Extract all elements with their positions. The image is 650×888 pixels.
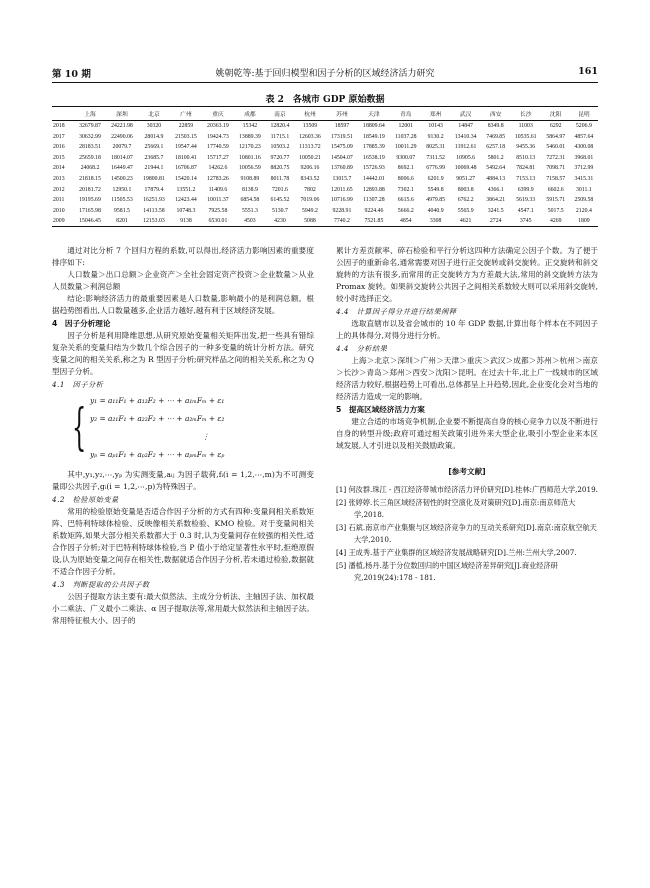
gdp-value-cell: 5206.9 xyxy=(575,123,592,130)
gdp-value-cell: 7302.1 xyxy=(397,186,414,193)
gdp-value-cell: 13760.89 xyxy=(331,165,353,172)
gdp-value-cell: 3968.01 xyxy=(574,154,594,161)
gdp-value-cell: 7272.31 xyxy=(546,154,566,161)
year-column-header xyxy=(52,107,74,121)
year-cell: 2012 xyxy=(53,186,65,193)
city-column-header: 成都 xyxy=(234,107,266,121)
gdp-value-cell: 13889.39 xyxy=(239,133,261,140)
gdp-value-cell: 8343.52 xyxy=(300,176,320,182)
city-column-header: 广州 xyxy=(170,107,202,121)
city-column-header: 南京 xyxy=(266,107,294,121)
gdp-value-cell: 6201.9 xyxy=(427,176,444,182)
gdp-value-cell: 8138.9 xyxy=(241,186,258,193)
gdp-value-cell: 2509.58 xyxy=(574,197,594,204)
gdp-value-cell: 5460.01 xyxy=(546,144,566,151)
paragraph: 建立合适的市场竞争机制,企业要不断提高自身的核心竞争力以及不断进行自身的转型升级;政府可通过相关政策引进外来大型企业,吸引小型企业来本区域发展,人才引进以及相关鼓励政策。 xyxy=(336,417,598,450)
city-column-header: 重庆 xyxy=(202,107,234,121)
table-row xyxy=(52,216,598,227)
gdp-value-cell: 30632.99 xyxy=(79,133,101,140)
gdp-value-cell: 4300.08 xyxy=(574,144,594,151)
gdp-value-cell: 8692.1 xyxy=(397,165,414,172)
gdp-value-cell: 21944.1 xyxy=(144,165,164,172)
gdp-value-cell: 17319.51 xyxy=(331,133,353,140)
section-heading: 5 提高区域经济活力方案 xyxy=(336,405,425,414)
subsection-heading: 4.4 计算因子得分并进行结果阐释 xyxy=(336,307,457,316)
gdp-value-cell: 9228.91 xyxy=(332,207,352,214)
gdp-value-cell: 4503 xyxy=(234,216,266,227)
gdp-value-cell: 22859 xyxy=(178,123,194,130)
city-column-header: 杭州 xyxy=(294,107,326,121)
references-list xyxy=(336,484,598,584)
gdp-value-cell: 7925.58 xyxy=(208,207,228,214)
city-column-header: 西安 xyxy=(482,107,510,121)
paragraph: 累计方差贡献率、碎石检验和平行分析这四种方法确定公因子个数。为了便于公因子的重新命名,通常需要对因子进行正交旋转或斜交旋转。正交旋转和斜交旋转的方法有很多,而常用的正交旋转方为方差最大法,常用的斜交旋转方法为 Promax 旋转。如果斜交旋转公共因子之间相关系数较大则可以采用斜交旋转,较小时选择正交。 xyxy=(336,246,598,303)
subsection-heading: 4.2 检验原始变量 xyxy=(52,495,119,504)
gdp-value-cell: 8011.78 xyxy=(270,176,290,182)
gdp-value-cell: 13509 xyxy=(302,123,318,130)
city-column-header: 武汉 xyxy=(450,107,482,121)
gdp-value-cell: 15717.27 xyxy=(207,154,229,161)
gdp-value-cell: 6615.6 xyxy=(397,197,414,204)
gdp-value-cell: 7824.81 xyxy=(516,165,536,172)
gdp-value-cell: 7201.6 xyxy=(271,186,288,193)
references-title: [参考文献] xyxy=(448,467,486,476)
gdp-value-cell: 12893.88 xyxy=(363,186,385,193)
gdp-value-cell: 10011.29 xyxy=(395,144,417,151)
paragraph: 结论:影响经济活力的最重要因素是人口数量,影响最小的是利润总额。根据趋势图看出,人口数量越多,企业活力越好,越有利于区域经济发展。 xyxy=(52,294,314,315)
gdp-value-cell: 6602.6 xyxy=(547,186,564,193)
gdp-value-cell: 14262.6 xyxy=(208,165,228,172)
gdp-value-cell: 16449.47 xyxy=(111,165,133,172)
gdp-value-cell: 25659.18 xyxy=(79,154,101,161)
gdp-value-cell: 5949.2 xyxy=(301,207,318,214)
year-cell: 2009 xyxy=(52,216,74,227)
gdp-value-cell: 18809.64 xyxy=(363,123,385,130)
gdp-value-cell: 13410.34 xyxy=(454,133,477,140)
gdp-value-cell: 28014.9 xyxy=(144,133,164,140)
gdp-value-cell: 5551.3 xyxy=(241,207,258,214)
gdp-value-cell: 11715.1 xyxy=(270,133,290,140)
year-cell: 2013 xyxy=(53,176,65,182)
gdp-value-cell: 17740.59 xyxy=(207,144,229,151)
gdp-value-cell: 4884.13 xyxy=(486,176,506,182)
gdp-value-cell: 21503.15 xyxy=(175,133,197,140)
issue-number: 第 10 期 xyxy=(52,69,91,80)
gdp-value-cell: 10535.61 xyxy=(514,133,537,140)
gdp-value-cell: 3712.99 xyxy=(574,165,594,172)
gdp-value-cell: 4621 xyxy=(450,216,482,227)
gdp-value-cell: 6292 xyxy=(549,123,562,130)
gdp-value-cell: 7469.85 xyxy=(486,133,506,140)
gdp-value-cell: 5565.9 xyxy=(457,207,474,214)
gdp-value-cell: 16706.87 xyxy=(175,165,197,172)
gdp-value-cell: 9130.2 xyxy=(427,133,444,140)
gdp-value-cell: 5549.8 xyxy=(427,186,444,193)
gdp-value-cell: 3011.1 xyxy=(576,186,592,193)
gdp-value-cell: 9720.77 xyxy=(270,154,290,161)
paragraph: 选取直辖市以及省会城市的 10 年 GDP 数据,计算出每个样本在不同因子上的具体得分,对得分进行分析。 xyxy=(336,319,598,340)
gdp-value-cell: 7740.2 xyxy=(326,216,358,227)
reference-item: [4] 王成秀.基于产业集群的区域经济发展战略研究[D].兰州:兰州大学,2007. xyxy=(336,548,577,557)
gdp-value-cell: 17879.4 xyxy=(144,186,164,193)
gdp-value-cell: 6399.9 xyxy=(517,186,534,193)
gdp-value-cell: 6854.58 xyxy=(240,197,260,204)
gdp-value-cell: 8510.13 xyxy=(516,154,536,161)
gdp-value-cell: 10056.59 xyxy=(239,165,261,172)
gdp-value-cell: 3745 xyxy=(510,216,542,227)
gdp-value-cell: 12950.1 xyxy=(112,186,132,193)
gdp-value-cell: 5801.2 xyxy=(487,154,504,161)
gdp-value-cell: 12423.44 xyxy=(175,197,197,204)
city-column-header: 沈阳 xyxy=(542,107,570,121)
gdp-value-cell: 21818.15 xyxy=(79,176,101,182)
city-column-header: 郑州 xyxy=(422,107,450,121)
gdp-value-cell: 24068.2 xyxy=(80,165,100,172)
table-body xyxy=(52,121,598,227)
gdp-value-cell: 5017.5 xyxy=(547,207,564,214)
gdp-value-cell: 20363.19 xyxy=(207,123,229,130)
gdp-value-cell: 2724 xyxy=(482,216,510,227)
gdp-value-cell: 14500.23 xyxy=(111,176,133,182)
reference-item: [5] 潘植,杨丹.基于分位数回归的中国区域经济差异研究[J].商业经济研究,2019(24):178 - 181. xyxy=(336,561,558,582)
paragraph: 常用的检验原始变量是否适合作因子分析的方式有四种:变量间相关系数矩阵、巴特利特球体检验、反映像相关系数检验、KMO 检验。对于变量间相关系数矩阵,如果大部分相关系数都大于 0.3 时,认为变量间存在较强的相关性,适合作因子分析;对于巴特利特球体检验,当 P 值小于给定显著性水平时,拒绝原假设,认为原始变量之间存在相关性,数据就适合作因子分析,若未通过检验,数据就不适合作因子分析。 xyxy=(52,507,314,576)
gdp-value-cell: 12783.26 xyxy=(207,176,229,182)
gdp-value-cell: 9581.5 xyxy=(114,207,130,214)
city-column-header: 青岛 xyxy=(390,107,422,121)
gdp-value-cell: 17885.39 xyxy=(363,144,385,151)
gdp-value-cell: 11313.72 xyxy=(299,144,321,151)
table-row xyxy=(52,205,598,216)
gdp-value-cell: 8820.75 xyxy=(270,165,290,172)
year-cell: 2010 xyxy=(53,207,65,214)
year-cell: 2014 xyxy=(53,165,65,172)
gdp-value-cell: 17165.98 xyxy=(79,207,101,214)
paragraph: 其中,y₁,y₂,⋯,yₚ 为实测变量,aᵢⱼ 为因子载荷,fᵢ(i = 1,2,⋯,m)为不可测变量即公共因子,gᵢ(i = 1,2,⋯,p)为特殊因子。 xyxy=(52,470,314,491)
gdp-value-cell: 5915.71 xyxy=(546,197,566,204)
gdp-value-cell: 10011.37 xyxy=(207,197,229,204)
gdp-value-cell: 14504.07 xyxy=(331,154,353,161)
gdp-value-cell: 18597 xyxy=(334,123,350,130)
gdp-value-cell: 10503.2 xyxy=(270,144,290,151)
city-column-header: 苏州 xyxy=(326,107,358,121)
gdp-value-cell: 12153.03 xyxy=(138,216,170,227)
city-column-header: 北京 xyxy=(138,107,170,121)
year-cell: 2011 xyxy=(53,197,65,204)
paragraph: 上海＞北京＞深圳＞广州＞天津＞重庆＞武汉＞成都＞苏州＞杭州＞南京＞长沙＞青岛＞郑州＞西安＞沈阳＞昆明。在过去十年,北上广一线城市的区域经济活力较好,根据趋势上可看出,总体都呈上升趋势,因此,企业变化会对当地的经济活力造成一定的影响。 xyxy=(336,356,598,401)
gdp-value-cell: 10748.3 xyxy=(176,207,196,214)
paragraph: 通过对比分析 7 个回归方程的系数,可以得出,经济活力影响因素的重要度排序如下: xyxy=(52,246,314,267)
city-column-header: 深圳 xyxy=(106,107,138,121)
gdp-value-cell: 6530.01 xyxy=(202,216,234,227)
table-row xyxy=(52,142,598,153)
paragraph: 因子分析是利用降维思想,从研究原始变量相关矩阵出发,把一些具有错综复杂关系的变量归结为少数几个综合因子的一种多变量的统计分析方法。研究变量之间的相关关系,称之为 R 型因子分析;研究样品之间的相关关系,称之为 Q 型因子分析。 xyxy=(52,331,314,376)
gdp-value-cell: 30320 xyxy=(146,123,162,130)
gdp-value-cell: 9224.46 xyxy=(364,207,384,214)
gdp-value-cell: 7521.85 xyxy=(358,216,390,227)
gdp-value-cell: 7153.13 xyxy=(516,176,536,182)
gdp-value-cell: 16538.19 xyxy=(363,154,385,161)
gdp-value-cell: 22490.06 xyxy=(111,133,133,140)
gdp-value-cell: 6762.2 xyxy=(457,197,474,204)
gdp-value-cell: 32679.87 xyxy=(79,123,101,130)
gdp-value-cell: 16251.93 xyxy=(143,197,165,204)
running-title: 姚朝乾等:基于回归模型和因子分析的区域经济活力研究 xyxy=(215,69,435,79)
gdp-value-cell: 9206.16 xyxy=(300,165,320,172)
gdp-value-cell: 7158.57 xyxy=(546,176,566,182)
table-caption: 表 2 各城市 GDP 原始数据 xyxy=(265,95,385,105)
gdp-value-cell: 13551.2 xyxy=(176,186,196,193)
gdp-value-cell: 4979.85 xyxy=(426,197,446,204)
gdp-value-cell: 3308 xyxy=(422,216,450,227)
gdp-value-cell: 10143 xyxy=(428,123,443,130)
gdp-value-cell: 2120.4 xyxy=(575,207,592,214)
gdp-value-cell: 14442.01 xyxy=(363,176,385,182)
equation-line: y₁ = a₁₁F₁ + a₁₂F₂ + ⋯ + a₁ₘFₘ + ε₁ xyxy=(90,396,225,405)
gdp-value-cell: 15342 xyxy=(242,123,258,130)
reference-item: [3] 石斌.南京市产业集聚与区域经济竞争力的互动关系研究[D].南京:南京航空航天大学,2010. xyxy=(336,523,597,544)
gdp-value-cell: 1809 xyxy=(570,216,598,227)
table-row xyxy=(52,184,598,195)
gdp-value-cell: 23685.7 xyxy=(144,154,164,161)
gdp-value-cell: 10905.6 xyxy=(456,154,476,161)
gdp-value-cell: 12001 xyxy=(398,123,414,130)
equation-line: yₚ = aₚ₁F₁ + aₚ₂F₂ + ⋯ + aₚₘFₘ + εₚ xyxy=(90,450,225,459)
reference-item: [1] 何汝群.珠江 - 西江经济带城市经济活力评价研究[D].桂林:广西师范大学,2019. xyxy=(336,485,598,494)
gdp-value-cell: 14847 xyxy=(458,123,473,130)
gdp-value-cell: 4857.64 xyxy=(574,133,594,140)
header-rule xyxy=(52,82,598,83)
gdp-value-cell: 11409.6 xyxy=(208,186,228,193)
subsection-heading: 4.4 分析结果 xyxy=(336,344,388,353)
gdp-value-cell: 12011.65 xyxy=(331,186,353,193)
gdp-value-cell: 14113.58 xyxy=(143,207,165,214)
gdp-value-cell: 19424.73 xyxy=(207,133,229,140)
gdp-value-cell: 12820.4 xyxy=(270,123,290,130)
gdp-value-cell: 18100.41 xyxy=(175,154,197,161)
gdp-value-cell: 10050.21 xyxy=(299,154,321,161)
gdp-value-cell: 3241.5 xyxy=(487,207,504,214)
gdp-value-cell: 11003 xyxy=(518,123,533,130)
gdp-value-cell: 8201 xyxy=(106,216,138,227)
gdp-value-cell: 15420.14 xyxy=(175,176,197,182)
gdp-value-cell: 8003.8 xyxy=(457,186,474,193)
gdp-table xyxy=(52,106,598,227)
year-cell: 2017 xyxy=(53,133,65,140)
equation-line: y₂ = a₂₁F₁ + a₂₂F₂ + ⋯ + a₂ₘFₘ + ε₂ xyxy=(90,414,225,423)
gdp-value-cell: 8349.8 xyxy=(487,123,504,130)
subsection-heading: 4.1 因子分析 xyxy=(52,380,104,389)
gdp-value-cell: 9455.36 xyxy=(516,144,536,151)
gdp-value-cell: 4854 xyxy=(390,216,422,227)
gdp-value-cell: 12603.36 xyxy=(299,133,321,140)
subsection-heading: 4.3 判断提取的公共因子数 xyxy=(52,580,150,589)
gdp-value-cell: 7802 xyxy=(304,186,316,193)
gdp-value-cell: 9051.27 xyxy=(456,176,476,182)
gdp-value-cell: 8025.31 xyxy=(426,144,446,151)
gdp-value-cell: 11037.28 xyxy=(395,133,417,140)
gdp-value-cell: 12170.23 xyxy=(239,144,261,151)
gdp-value-cell: 18549.19 xyxy=(363,133,385,140)
gdp-value-cell: 6257.18 xyxy=(486,144,506,151)
gdp-value-cell: 11912.61 xyxy=(454,144,477,151)
left-column xyxy=(52,245,314,627)
gdp-value-cell: 4269 xyxy=(542,216,570,227)
gdp-value-cell: 20079.7 xyxy=(112,144,132,151)
gdp-value-cell: 5088 xyxy=(294,216,326,227)
gdp-value-cell: 15726.93 xyxy=(363,165,385,172)
gdp-value-cell: 7311.52 xyxy=(426,154,445,161)
city-column-header: 天津 xyxy=(358,107,390,121)
gdp-value-cell: 18014.07 xyxy=(111,154,133,161)
gdp-value-cell: 24221.98 xyxy=(111,123,133,130)
table-header-row xyxy=(52,107,598,121)
paragraph: 人口数量＞出口总额＞企业资产＞全社会固定资产投资＞企业数量＞从业人员数量＞利润总额 xyxy=(52,270,314,291)
city-column-header: 上海 xyxy=(74,107,106,121)
gdp-value-cell: 19800.81 xyxy=(143,176,165,182)
gdp-value-cell: 11307.28 xyxy=(363,197,385,204)
gdp-value-cell: 25669.1 xyxy=(144,144,164,151)
city-column-header: 长沙 xyxy=(510,107,542,121)
gdp-value-cell: 20181.72 xyxy=(79,186,101,193)
gdp-value-cell: 5130.7 xyxy=(271,207,288,214)
paragraph: 公因子提取方法主要有:最大似然法、主成分分析法、主轴因子法、加权最小二乘法、广义最小二乘法、α 因子提取法等,常用最大似然法和主轴因子法。常用特征根大小、因子的 xyxy=(52,592,314,625)
equation-line: ⋮ xyxy=(202,432,210,441)
year-cell: 2018 xyxy=(53,123,65,130)
gdp-value-cell: 3415.31 xyxy=(574,176,594,182)
gdp-value-cell: 19195.69 xyxy=(79,197,101,204)
table-row xyxy=(52,195,598,206)
gdp-value-cell: 4547.1 xyxy=(517,207,534,214)
factor-model-equation xyxy=(52,393,314,467)
table-row xyxy=(52,163,598,174)
page-number: 161 xyxy=(578,66,598,77)
gdp-value-cell: 4366.1 xyxy=(487,186,504,193)
gdp-value-cell: 28183.51 xyxy=(79,144,101,151)
gdp-value-cell: 6145.52 xyxy=(270,197,290,204)
gdp-value-cell: 10801.16 xyxy=(239,154,261,161)
gdp-value-cell: 5492.64 xyxy=(486,165,506,172)
gdp-value-cell: 7098.71 xyxy=(546,165,566,172)
table-row xyxy=(52,132,598,143)
gdp-value-cell: 15046.45 xyxy=(74,216,106,227)
section-heading: 4 因子分析理论 xyxy=(52,319,111,328)
gdp-value-cell: 15475.09 xyxy=(331,144,353,151)
gdp-value-cell: 9300.07 xyxy=(396,154,416,161)
table-row xyxy=(52,174,598,185)
gdp-value-cell: 6776.99 xyxy=(426,165,446,172)
table-row xyxy=(52,121,598,132)
gdp-value-cell: 8006.6 xyxy=(397,176,414,182)
year-cell: 2016 xyxy=(53,144,65,151)
gdp-value-cell: 4230 xyxy=(266,216,294,227)
gdp-value-cell: 10716.99 xyxy=(331,197,353,204)
gdp-value-cell: 10069.48 xyxy=(454,165,477,172)
right-column xyxy=(336,245,598,585)
gdp-value-cell: 13015.7 xyxy=(332,176,352,182)
running-header xyxy=(52,66,598,82)
gdp-value-cell: 7019.06 xyxy=(300,197,320,204)
gdp-value-cell: 4040.9 xyxy=(427,207,444,214)
reference-item: [2] 张婷婷.长三角区域经济韧性的时空演化及对策研究[D].南京:南京师范大学,2018. xyxy=(336,498,576,519)
gdp-value-cell: 19547.44 xyxy=(175,144,197,151)
gdp-value-cell: 5666.2 xyxy=(397,207,414,214)
year-cell: 2015 xyxy=(53,154,65,161)
gdp-value-cell: 9108.89 xyxy=(240,176,260,182)
gdp-value-cell: 5864.97 xyxy=(546,133,566,140)
gdp-value-cell: 9138 xyxy=(170,216,202,227)
brace-symbol: { xyxy=(72,398,87,456)
gdp-value-cell: 3864.21 xyxy=(486,197,506,204)
gdp-value-cell: 11505.53 xyxy=(111,197,133,204)
city-column-header: 昆明 xyxy=(570,107,598,121)
table-row xyxy=(52,153,598,164)
gdp-value-cell: 5619.33 xyxy=(516,197,536,204)
